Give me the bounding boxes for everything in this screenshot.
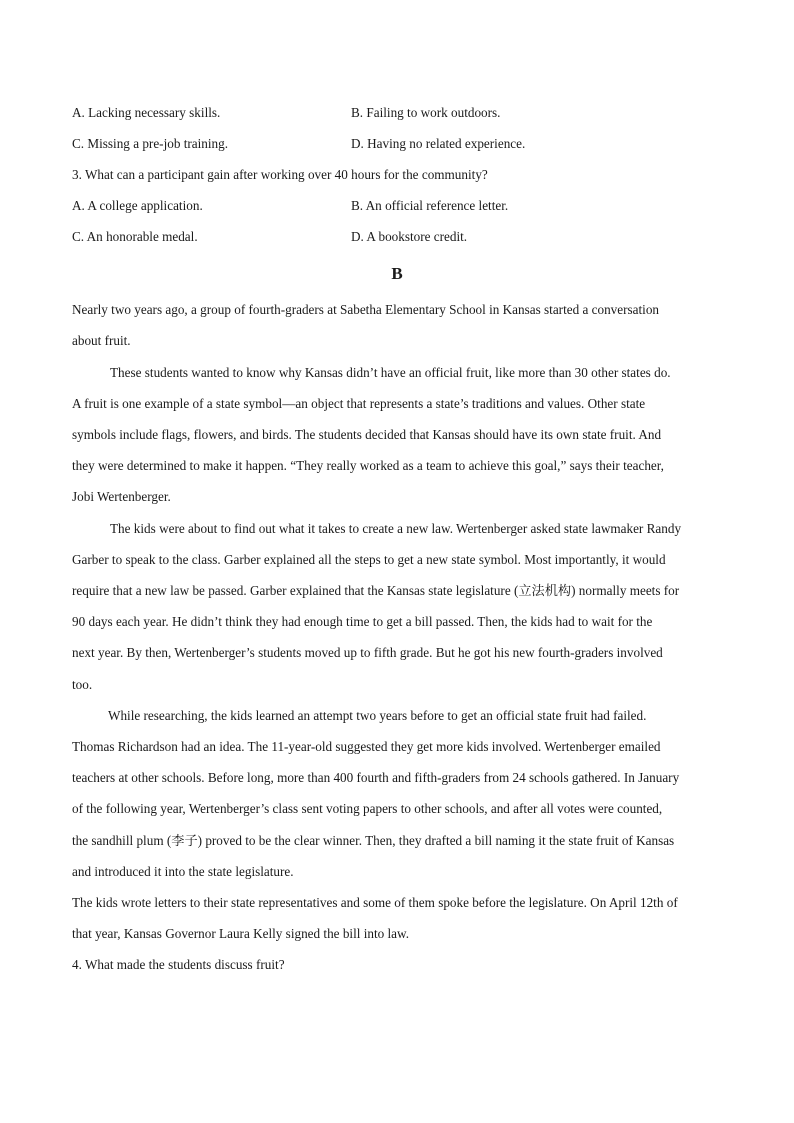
q2-option-a: A. Lacking necessary skills. (72, 105, 221, 120)
passage-line: symbols include flags, flowers, and birds. The students decided that Kansas should have its own state fruit. And (72, 427, 662, 442)
passage-line: While researching, the kids learned an attempt two years before to get an official state fruit had failed. (108, 708, 647, 723)
q3-option-a: A. A college application. (72, 198, 203, 213)
passage-line: teachers at other schools. Before long, more than 400 fourth and fifth-graders from 24 schools gathered. In January (72, 770, 680, 785)
passage-line: next year. By then, Wertenberger’s students moved up to fifth grade. But he got his new fourth-graders involved (72, 645, 663, 660)
passage-line: require that a new law be passed. Garber explained that the Kansas state legislature (立法机构) normally meets for (72, 583, 680, 598)
passage-line: Thomas Richardson had an idea. The 11-year-old suggested they get more kids involved. Wertenberger emailed (72, 739, 661, 754)
q3-option-c: C. An honorable medal. (72, 229, 198, 244)
passage-line: A fruit is one example of a state symbol—an object that represents a state’s traditions and values. Other state (72, 396, 646, 411)
q4-question: 4. What made the students discuss fruit? (72, 957, 285, 972)
passage-line: The kids wrote letters to their state representatives and some of them spoke before the legislature. On April 12th of (72, 895, 678, 910)
q3-question: 3. What can a participant gain after working over 40 hours for the community? (72, 167, 488, 182)
passage-line: the sandhill plum (李子) proved to be the clear winner. Then, they drafted a bill naming it the state fruit of Kansas (72, 833, 675, 848)
passage-line: that year, Kansas Governor Laura Kelly signed the bill into law. (72, 926, 409, 941)
passage-line: and introduced it into the state legislature. (72, 864, 294, 879)
passage-line: Garber to speak to the class. Garber explained all the steps to get a new state symbol. Most importantly, it would (72, 552, 666, 567)
section-heading: B (391, 264, 403, 283)
passage-line: Nearly two years ago, a group of fourth-graders at Sabetha Elementary School in Kansas started a conversation (72, 302, 660, 317)
q3-option-b: B. An official reference letter. (351, 198, 509, 213)
q2-option-b: B. Failing to work outdoors. (351, 105, 501, 120)
passage-line: about fruit. (72, 333, 131, 348)
passage-line: of the following year, Wertenberger’s class sent voting papers to other schools, and after all votes were counted, (72, 801, 663, 816)
passage-line: Jobi Wertenberger. (72, 489, 171, 504)
passage-line: The kids were about to find out what it takes to create a new law. Wertenberger asked state lawmaker Randy (110, 521, 682, 536)
passage-line: These students wanted to know why Kansas didn’t have an official fruit, like more than 30 other states do. (110, 365, 671, 380)
q2-option-c: C. Missing a pre-job training. (72, 136, 229, 151)
passage-line: they were determined to make it happen. “They really worked as a team to achieve this goal,” says their teacher, (72, 458, 664, 473)
q2-option-d: D. Having no related experience. (351, 136, 526, 151)
q3-option-d: D. A bookstore credit. (351, 229, 468, 244)
passage-line: 90 days each year. He didn’t think they had enough time to get a bill passed. Then, the kids had to wait for the (72, 614, 653, 629)
passage-line: too. (72, 677, 93, 692)
